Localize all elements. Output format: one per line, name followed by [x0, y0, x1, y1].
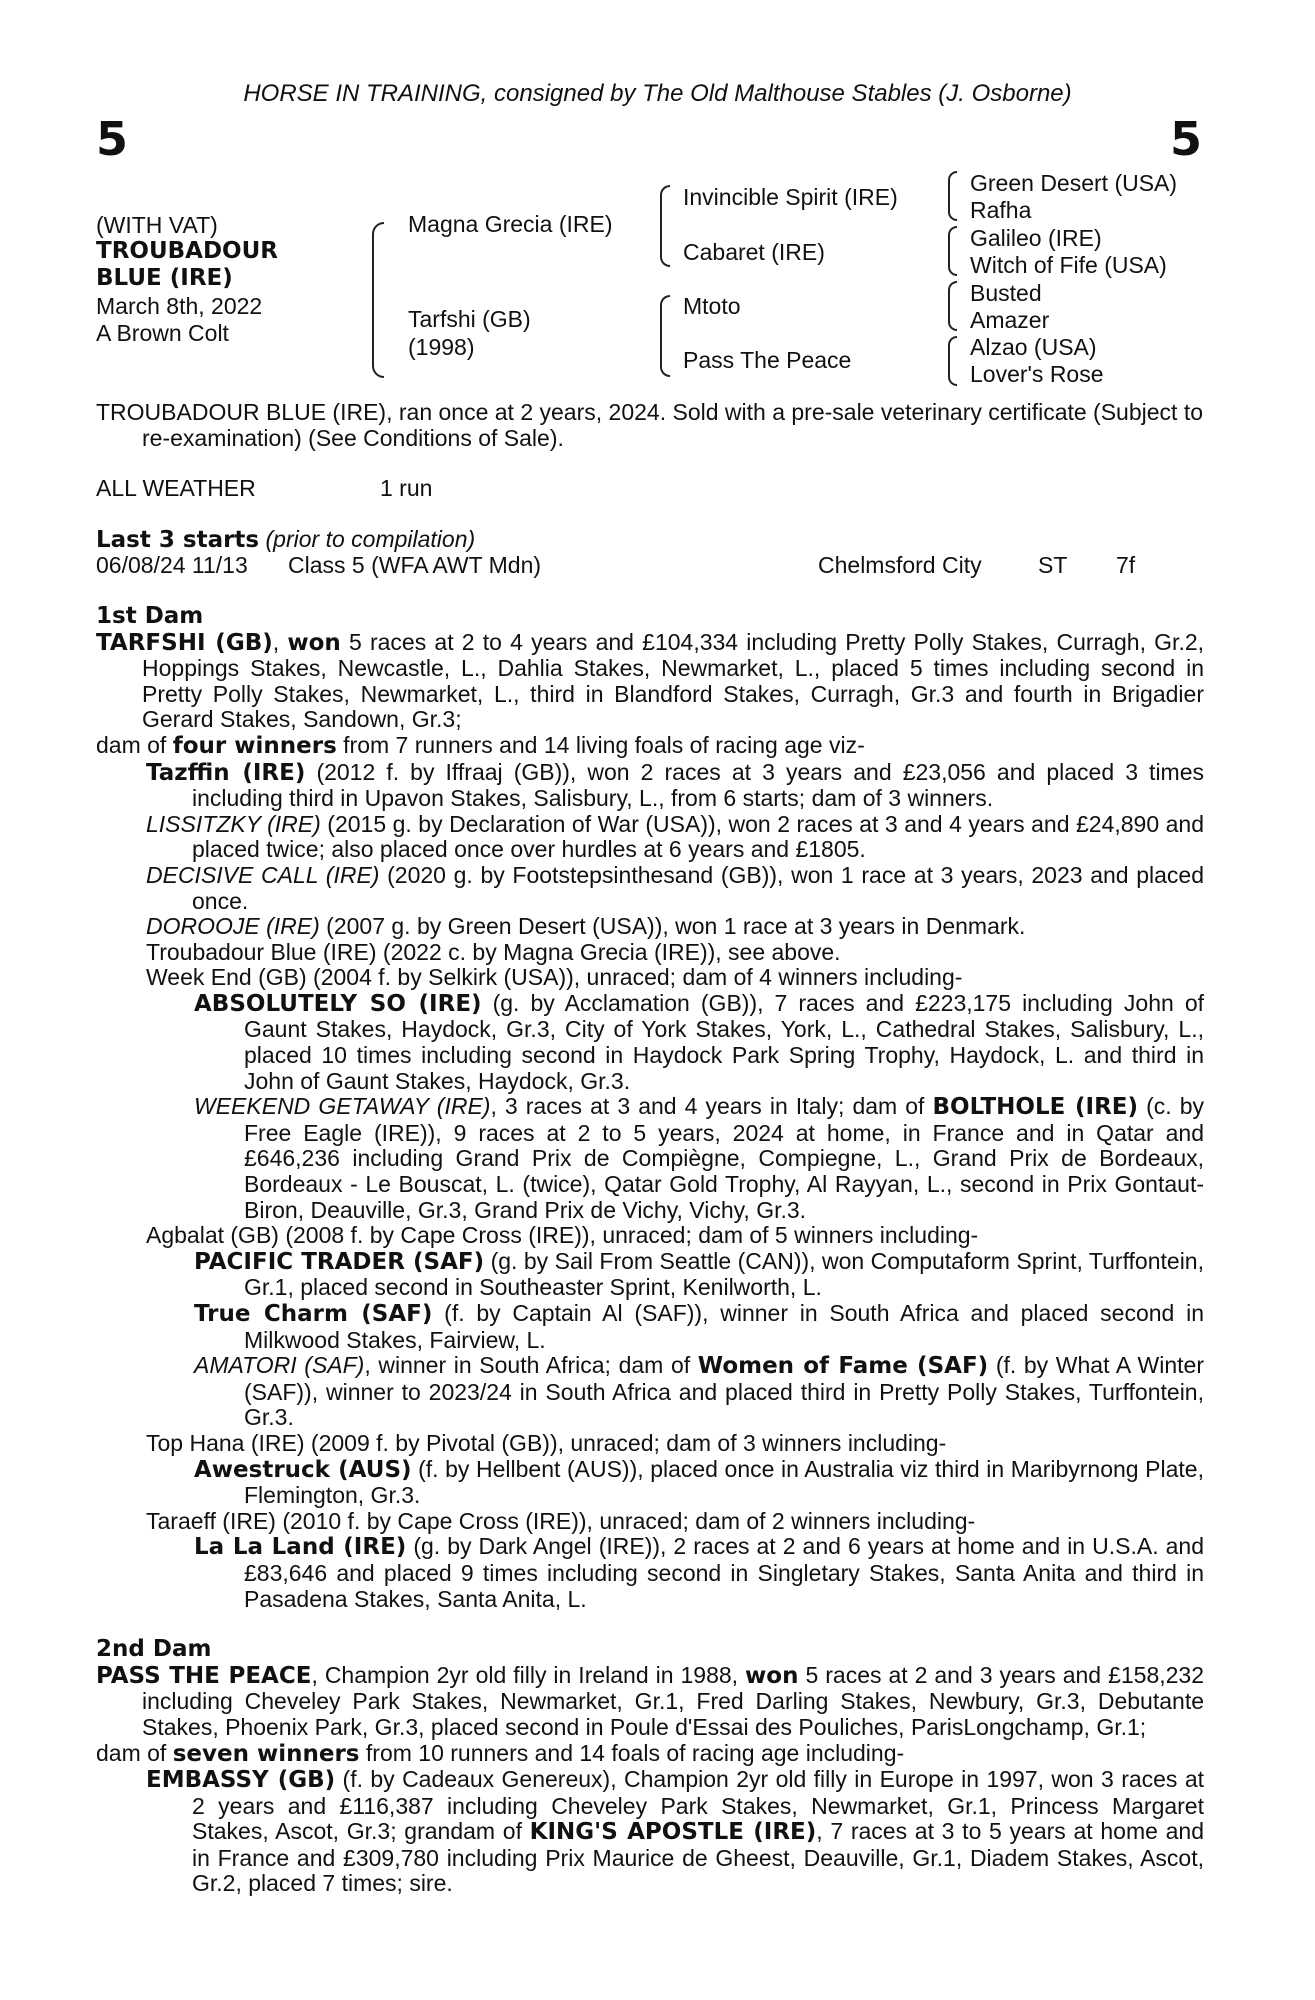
last-start-distance: 7f: [1116, 552, 1136, 579]
lot-number-left: 5: [96, 112, 129, 166]
last-start-date: 06/08/24 11/13: [96, 552, 248, 579]
produce-name: WEEKEND GETAWAY (IRE): [194, 1093, 491, 1120]
produce-item: [96, 760, 1204, 812]
pedigree-sire-dam: Cabaret (IRE): [683, 239, 825, 265]
produce-item: [96, 812, 1204, 863]
produce-name: PACIFIC TRADER (SAF): [194, 1248, 485, 1275]
produce-text: (2020 g. by Footstepsinthesand (GB)), won 1 race at 3 years, 2023 and placed once.: [192, 861, 1205, 914]
race-record-row: [96, 476, 1204, 502]
pedigree-dam-year: (1998): [408, 334, 475, 360]
second-dam-record: [96, 1663, 1204, 1741]
second-dam-text: 5 races at 2 and 3 years and £158,232 including Cheveley Park Stakes, Newmarket, Gr.1, Fred Darling Stakes, Newbury, Gr.3, Debutante Stakes, Phoenix Park, Gr.3, placed second in Poule d'Essai des Pouliches, ParisLongchamp, Gr.1;: [142, 1661, 1205, 1740]
produce-text: (f. by Captain Al (SAF)), winner in South Africa and placed second in Milkwood Stakes, Fairview, L.: [244, 1300, 1204, 1353]
produce-text: (2004 f. by Selkirk (USA)), unraced; dam of 4 winners including-: [313, 964, 963, 991]
first-dam-record: TARFSHI (GB), won 5 races at 2 to 4 years and £104,334 including Pretty Polly Stakes, Curragh, Gr.2, Hoppings Stakes, Newcastle, L., Dahlia Stakes, Newmarket, L., placed 5 times including second in Pretty Polly Stakes, Newmarket, L., third in Blandford Stakes, Curragh, Gr.3 and fourth in Brigadier Gerard Stakes, Sandown, Gr.3;: [96, 628, 1205, 733]
produce-item: [96, 914, 1204, 940]
catalogue-body: [96, 400, 1204, 1897]
dam-of-label: dam of: [96, 731, 167, 758]
produce-text: (g. by Dark Angel (IRE)), 2 races at 2 and 6 years at home and in U.S.A. and £83,646 and placed 9 times including second in Singletary Stakes, Santa Anita and third in Pasadena Stakes, Santa Anita, L.: [244, 1533, 1204, 1612]
produce-name: True Charm (SAF): [194, 1301, 433, 1327]
produce-item: [96, 965, 1204, 991]
pedigree-brace-main: [372, 222, 384, 378]
pedigree-dds: Alzao (USA): [970, 334, 1097, 360]
pedigree-brace-3a: [948, 171, 957, 221]
produce-offspring-text: (f. by What A Winter (SAF)), winner to 2023/24 in South Africa and placed third in Pretty Polly Stakes, Turffontein, Gr.3.: [244, 1352, 1205, 1431]
produce-name: Taraeff (IRE): [146, 1507, 276, 1534]
second-dam-text: , Champion 2yr old filly in Ireland in 1988,: [311, 1661, 739, 1688]
produce-offspring-name: BOLTHOLE (IRE): [932, 1094, 1139, 1121]
produce-name: EMBASSY (GB): [146, 1767, 336, 1794]
horse-description: A Brown Colt: [96, 320, 229, 346]
winners-count: four winners: [172, 732, 337, 759]
grand-produce-item: [96, 1301, 1204, 1353]
pedigree-ssd: Rafha: [970, 197, 1032, 223]
produce-text: (2022 c. by Magna Grecia (IRE)), see above.: [382, 938, 841, 965]
produce-item: [96, 940, 1204, 966]
produce-text: (2010 f. by Cape Cross (IRE)), unraced; dam of 2 winners including-: [282, 1507, 976, 1534]
first-dam-heading: 1st Dam: [96, 602, 204, 629]
produce-text: (2015 g. by Declaration of War (USA)), won 2 races at 3 and 4 years and £24,890 and placed twice; also placed once over hurdles at 6 years and £1805.: [192, 810, 1204, 863]
pedigree-dam: Tarfshi (GB): [408, 306, 531, 332]
last-start-race: Class 5 (WFA AWT Mdn): [288, 552, 542, 579]
produce-name: Agbalat (GB): [146, 1222, 279, 1249]
grand-produce-item: [96, 1094, 1204, 1223]
race-summary: TROUBADOUR BLUE (IRE), ran once at 2 years, 2024. Sold with a pre-sale veterinary certificate (Subject to re-examination) (See Conditions of Sale).: [96, 399, 1203, 451]
pedigree-dam-dam: Pass The Peace: [683, 347, 852, 373]
race-record-runs: 1 run: [380, 475, 433, 502]
pedigree-sss: Green Desert (USA): [970, 170, 1178, 196]
winners-count: seven winners: [172, 1740, 360, 1767]
produce-name: Top Hana (IRE): [146, 1429, 305, 1456]
produce-text: , 3 races at 3 and 4 years in Italy; dam of: [490, 1093, 925, 1120]
produce-offspring-name: Women of Fame (SAF): [697, 1353, 989, 1380]
first-dam-name: TARFSHI (GB): [96, 629, 273, 656]
last-starts-note: (prior to compilation): [265, 525, 476, 552]
produce-text: (2009 f. by Pivotal (GB)), unraced; dam of 3 winners including-: [310, 1429, 947, 1456]
produce-item: [96, 1767, 1204, 1897]
produce-offspring-text: , 7 races at 3 to 5 years at home and in France and £309,780 including Prix Maurice de Gheest, Deauville, Gr.1, Diadem Stakes, Ascot, Gr.2, placed 7 times; sire.: [192, 1818, 1204, 1897]
second-dam-heading: 2nd Dam: [96, 1636, 212, 1663]
produce-item: [96, 1509, 1204, 1535]
pedigree-ddd: Lover's Rose: [970, 361, 1104, 387]
produce-name: LISSITZKY (IRE): [146, 810, 321, 837]
horse-name-line1: TROUBADOUR: [96, 238, 278, 264]
produce-offspring-text: (c. by Free Eagle (IRE)), 9 races at 2 to 5 years, 2024 at home, in France and in Qatar and £646,236 including Grand Prix de Compiègne, Compiegne, L., Grand Prix de Bordeaux, Bordeaux - Le Bouscat, L. (twice), Qatar Gold Trophy, Al Rayyan, L., second in Prix Gontaut-Biron, Deauville, Gr.3, Grand Prix de Vichy, Vichy, Gr.3.: [244, 1093, 1205, 1223]
first-dam-text: 5 races at 2 to 4 years and £104,334 including Pretty Polly Stakes, Curragh, Gr.2, Hoppings Stakes, Newcastle, L., Dahlia Stakes, Newmarket, L., placed 5 times including second in Pretty Polly Stakes, Newmarket, L., third in Blandford Stakes, Curragh, Gr.3 and fourth in Brigadier Gerard Stakes, Sandown, Gr.3;: [142, 628, 1205, 733]
last-starts-heading: Last 3 starts: [96, 526, 260, 553]
produce-text: (f. by Cadeaux Genereux), Champion 2yr old filly in Europe in 1997, won 3 races at 2 years and £116,387 including Cheveley Park Stakes, Newmarket, Gr.1, Princess Margaret Stakes, Ascot, Gr.3; grandam of: [192, 1766, 1205, 1845]
pedigree-brace-sire: [660, 185, 670, 267]
produce-text: (2007 g. by Green Desert (USA)), won 1 race at 3 years in Denmark.: [326, 913, 1026, 940]
last-start-row: [96, 553, 1204, 579]
pedigree-brace-3c: [948, 281, 957, 331]
pedigree-sire-sire: Invincible Spirit (IRE): [683, 184, 898, 210]
pedigree-sds: Galileo (IRE): [970, 225, 1102, 251]
lot-number-right: 5: [1170, 112, 1203, 166]
grand-produce-item: [96, 1534, 1204, 1612]
won-word: won: [745, 1662, 799, 1689]
pedigree-dss: Busted: [970, 280, 1042, 306]
produce-name: La La Land (IRE): [194, 1534, 407, 1561]
vat-note: (WITH VAT): [96, 212, 218, 238]
second-dam-produce-summary: [96, 1741, 1204, 1768]
produce-text: (2012 f. by Iffraaj (GB)), won 2 races at 3 years and £23,056 and placed 3 times including third in Upavon Stakes, Salisbury, L., from 6 starts; dam of 3 winners.: [192, 758, 1205, 812]
produce-item: [96, 863, 1204, 914]
produce-item: [96, 1223, 1204, 1249]
produce-name: Awestruck (AUS): [194, 1456, 412, 1483]
runners-summary: from 10 runners and 14 foals of racing age including-: [365, 1739, 905, 1766]
runners-summary: from 7 runners and 14 living foals of racing age viz-: [343, 731, 865, 758]
produce-text: (g. by Acclamation (GB)), 7 races and £223,175 including John of Gaunt Stakes, Haydock, Gr.3, City of York Stakes, York, L., Cathedral Stakes, Salisbury, L., placed 10 times including second in Haydock Park Spring Trophy, Haydock, L. and third in John of Gaunt Stakes, Haydock, Gr.3.: [244, 989, 1205, 1094]
last-starts-heading-line: [96, 527, 1204, 554]
last-start-course: Chelmsford City: [818, 552, 982, 579]
grand-produce-item: [96, 991, 1204, 1094]
produce-name: Tazffin (IRE): [146, 759, 306, 786]
last-start-going: ST: [1038, 552, 1068, 579]
produce-name: ABSOLUTELY SO (IRE): [194, 990, 482, 1017]
horse-name-line2: BLUE (IRE): [96, 265, 233, 291]
pedigree-dam-sire: Mtoto: [683, 293, 741, 319]
grand-produce-item: [96, 1249, 1204, 1301]
second-dam-name: PASS THE PEACE: [96, 1662, 312, 1689]
pedigree-brace-3d: [948, 336, 957, 386]
pedigree-sdd: Witch of Fife (USA): [970, 252, 1167, 278]
produce-name: AMATORI (SAF): [194, 1352, 365, 1379]
produce-text: (f. by Hellbent (AUS)), placed once in Australia viz third in Maribyrnong Plate, Flemington, Gr.3.: [244, 1455, 1204, 1509]
pedigree-brace-3b: [948, 226, 957, 276]
pedigree-brace-dam: [660, 295, 670, 377]
produce-offspring-name: KING'S APOSTLE (IRE): [529, 1819, 817, 1846]
consignor-header: HORSE IN TRAINING, consigned by The Old Malthouse Stables (J. Osborne): [243, 80, 1072, 107]
produce-item: [96, 1431, 1204, 1457]
pedigree-sire: Magna Grecia (IRE): [408, 211, 613, 237]
grand-produce-item: [96, 1353, 1204, 1431]
produce-text: (2008 f. by Cape Cross (IRE)), unraced; dam of 5 winners including-: [285, 1222, 979, 1249]
won-word: won: [287, 629, 341, 656]
race-record-surface: ALL WEATHER: [96, 475, 256, 502]
produce-name: DECISIVE CALL (IRE): [146, 861, 380, 888]
dam-of-label: dam of: [96, 1739, 167, 1766]
produce-text: (g. by Sail From Seattle (CAN)), won Computaform Sprint, Turffontein, Gr.1, placed second in Southeaster Sprint, Kenilworth, L.: [244, 1247, 1204, 1301]
produce-name: Troubadour Blue (IRE): [146, 938, 377, 965]
foaling-date: March 8th, 2022: [96, 293, 263, 319]
first-dam-produce-summary: [96, 733, 1204, 760]
produce-name: DOROOJE (IRE): [146, 913, 320, 940]
grand-produce-item: [96, 1457, 1204, 1509]
produce-name: Week End (GB): [146, 964, 307, 991]
produce-text: , winner in South Africa; dam of: [364, 1352, 691, 1379]
pedigree-dsd: Amazer: [970, 307, 1050, 333]
